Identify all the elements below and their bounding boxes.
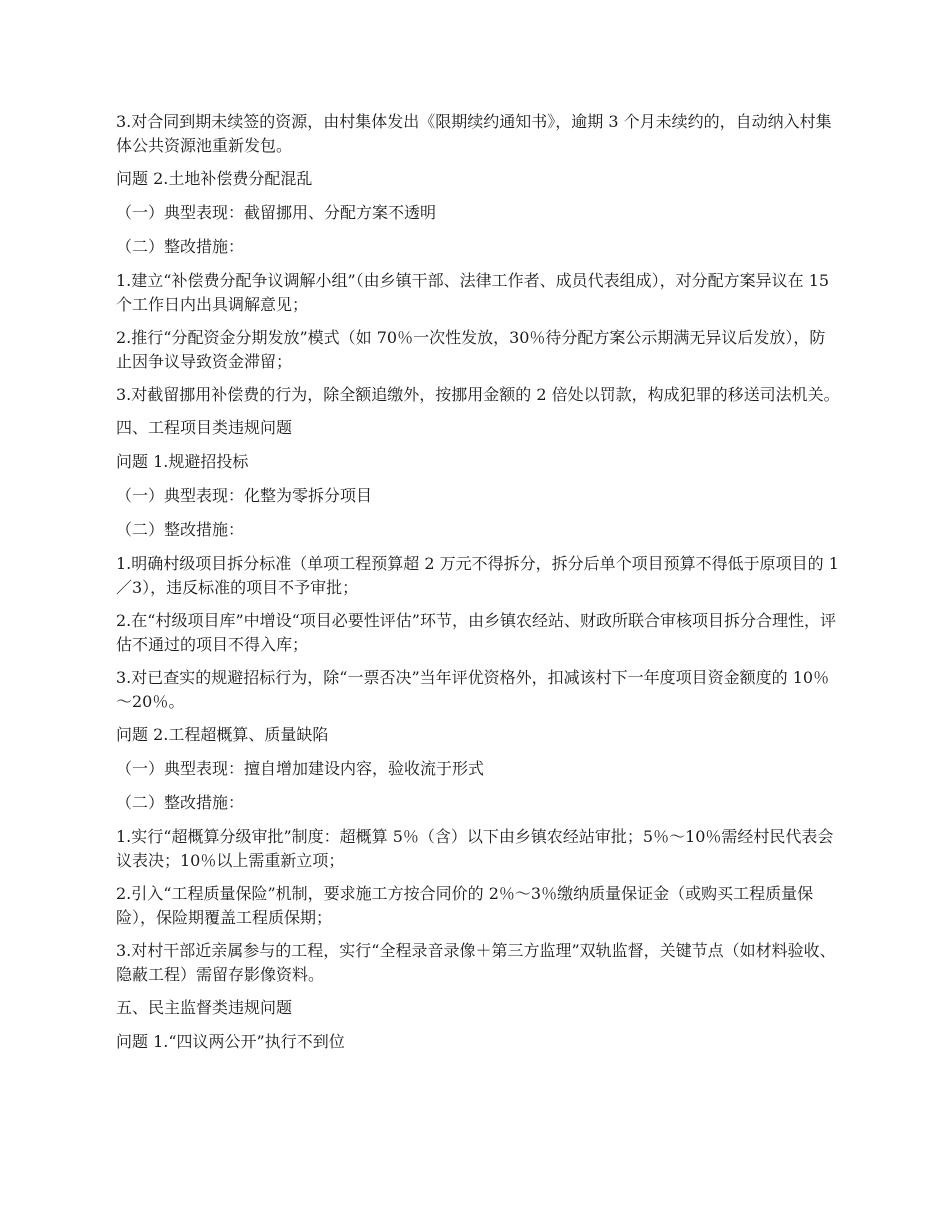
typical-manifestation: （一）典型表现：化整为零拆分项目 [116,486,373,505]
measure-item: 3.对已查实的规避招标行为，除“一票否决”当年评优资格外，扣减该村下一年度项目资金额度的 10％～20％。 [116,668,830,711]
measure-item: 2.推行“分配资金分期发放”模式（如 70％一次性发放，30％待分配方案公示期满无异议后发放），防止因争议导致资金滞留； [116,328,826,371]
typical-manifestation: （一）典型表现：截留挪用、分配方案不透明 [116,203,437,222]
measure-item: 3.对村干部近亲属参与的工程，实行“全程录音录像＋第三方监理”双轨监督，关键节点（如材料验收、隐蔽工程）需留存影像资料。 [116,941,836,984]
measure-item: 2.引入“工程质量保险”机制，要求施工方按合同价的 2％～3％缴纳质量保证金（或购买工程质量保险），保险期覆盖工程质保期； [116,884,814,927]
typical-manifestation: （一）典型表现：擅自增加建设内容，验收流于形式 [116,759,485,778]
issue-heading-overbudget: 问题 2.工程超概算、质量缺陷 [116,725,329,744]
rectification-heading: （二）整改措施： [116,237,245,256]
issue-heading-bidding: 问题 1.规避招投标 [116,452,249,471]
section-heading-democratic-supervision: 五、民主监督类违规问题 [116,998,293,1017]
measure-item: 1.明确村级项目拆分标准（单项工程预算超 2 万元不得拆分，拆分后单个项目预算不得低于原项目的 1／3），违反标准的项目不予审批； [116,554,839,597]
paragraph-contract-renewal: 3.对合同到期未续签的资源，由村集体发出《限期续约通知书》，逾期 3 个月未续约的，自动纳入村集体公共资源池重新发包。 [116,112,832,155]
issue-heading-compensation: 问题 2.土地补偿费分配混乱 [116,169,313,188]
rectification-heading: （二）整改措施： [116,520,245,539]
section-heading-engineering: 四、工程项目类违规问题 [116,418,293,437]
measure-item: 3.对截留挪用补偿费的行为，除全额追缴外，按挪用金额的 2 倍处以罚款，构成犯罪的移送司法机关。 [116,385,840,404]
document-body [116,110,841,1064]
measure-item: 2.在“村级项目库”中增设“项目必要性评估”环节，由乡镇农经站、财政所联合审核项目拆分合理性，评估不通过的项目不得入库； [116,611,836,654]
measure-item: 1.建立“补偿费分配争议调解小组”（由乡镇干部、法律工作者、成员代表组成），对分配方案异议在 15 个工作日内出具调解意见； [116,271,830,314]
measure-item: 1.实行“超概算分级审批”制度：超概算 5％（含）以下由乡镇农经站审批；5％～10％需经村民代表会议表决；10％以上需重新立项； [116,827,834,870]
issue-heading-four-discussions: 问题 1.“四议两公开”执行不到位 [116,1032,345,1051]
rectification-heading: （二）整改措施： [116,793,245,812]
